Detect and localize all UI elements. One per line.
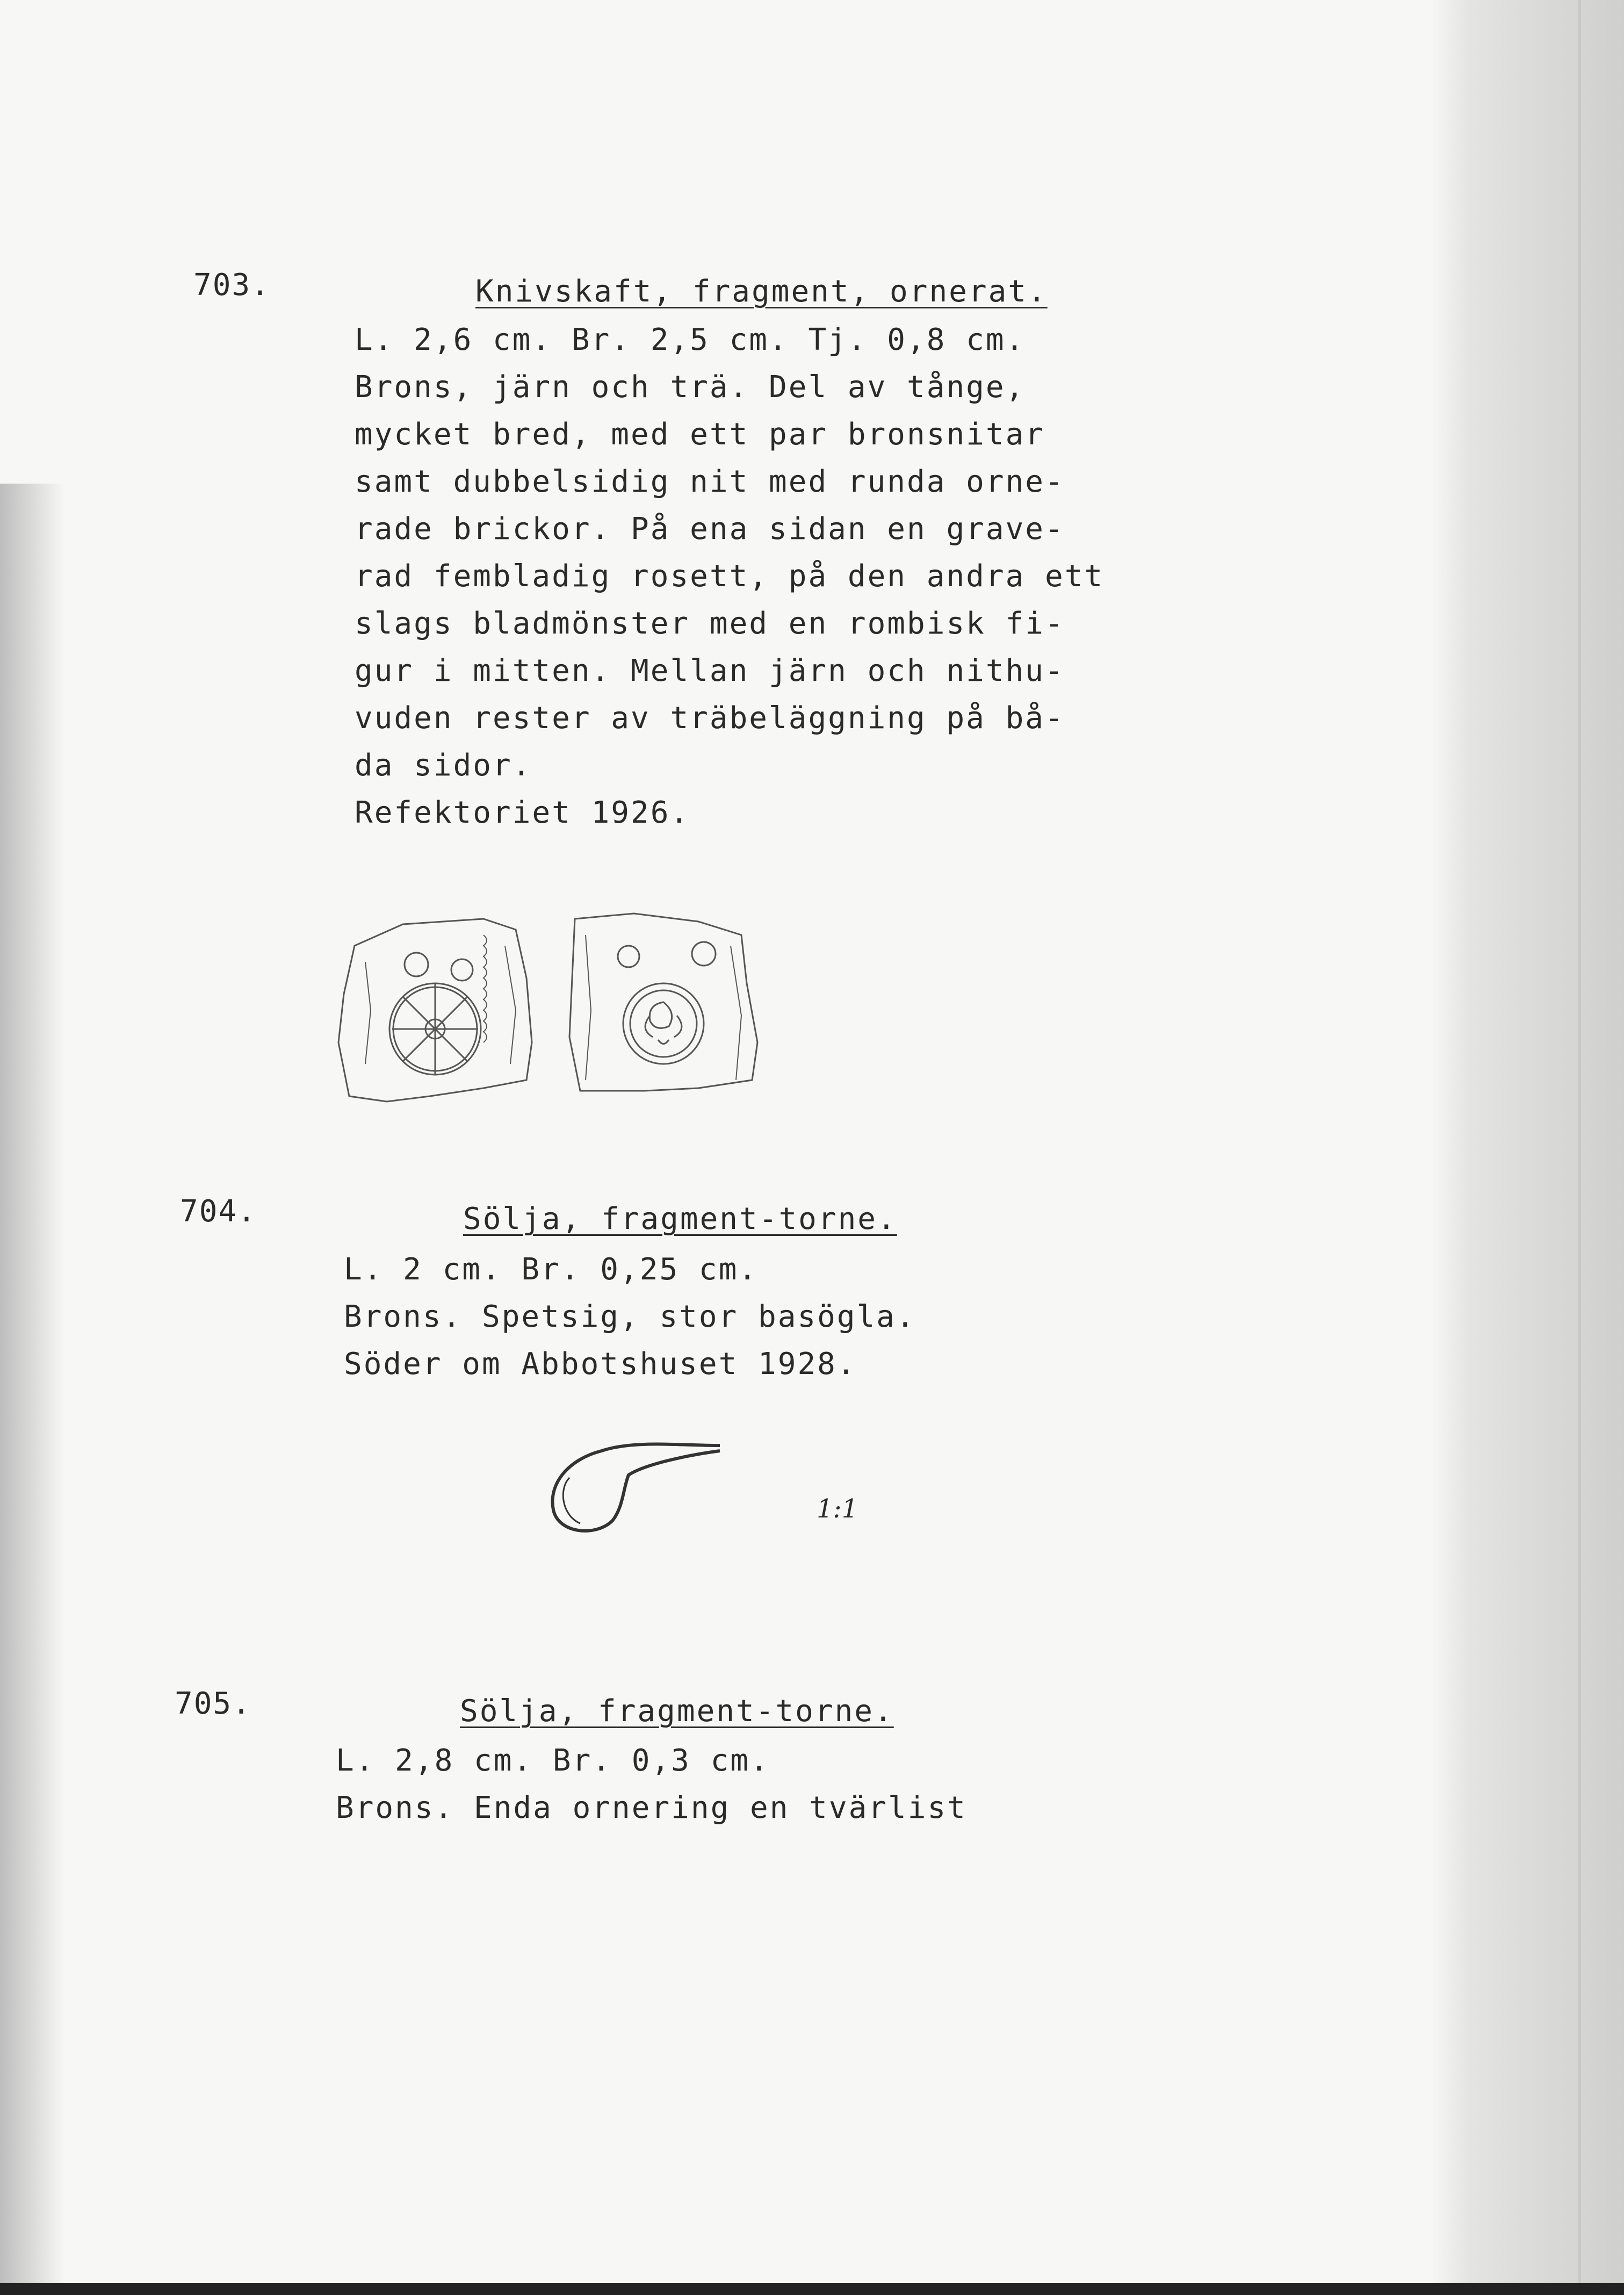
scan-edge-line (1578, 0, 1581, 2295)
entry-line: L. 2 cm. Br. 0,25 cm. (344, 1252, 759, 1287)
knife-handle-sketch (322, 903, 784, 1118)
entry-number: 704. (180, 1194, 257, 1229)
entry-number: 705. (175, 1686, 251, 1721)
scan-bottom-edge (0, 2283, 1624, 2295)
entry-title: Knivskaft, fragment, ornerat. (475, 274, 1048, 309)
entry-line: rad fembladig rosett, på den andra ett (355, 559, 1105, 594)
entry-line: rade brickor. På ena sidan en grave- (355, 512, 1065, 546)
entry-line: Söder om Abbotshuset 1928. (344, 1347, 857, 1382)
entry-line: Brons, järn och trä. Del av tånge, (355, 370, 1026, 405)
entry-line: mycket bred, med ett par bronsnitar (355, 417, 1045, 452)
entry-line: L. 2,8 cm. Br. 0,3 cm. (336, 1743, 770, 1778)
entry-line: gur i mitten. Mellan järn och nithu- (355, 653, 1065, 688)
entry-number: 703. (193, 268, 270, 303)
entry-line: da sidor. (355, 748, 532, 783)
scan-shadow-right (1431, 0, 1624, 2295)
entry-line: samt dubbelsidig nit med runda orne- (355, 464, 1065, 499)
entry-line: slags bladmönster med en rombisk fi- (355, 606, 1065, 641)
entry-line: Brons. Enda ornering en tvärlist (336, 1790, 967, 1825)
entry-line: vuden rester av träbeläggning på bå- (355, 701, 1065, 736)
entry-line: Refektoriet 1926. (355, 795, 690, 830)
scale-note: 1:1 (817, 1494, 858, 1524)
entry-title: Sölja, fragment-torne. (463, 1202, 897, 1236)
scan-shadow-left (0, 484, 64, 2295)
buckle-tongue-sketch (537, 1429, 741, 1548)
entry-line: Brons. Spetsig, stor basögla. (344, 1299, 916, 1334)
entry-line: L. 2,6 cm. Br. 2,5 cm. Tj. 0,8 cm. (355, 322, 1026, 357)
entry-title: Sölja, fragment-torne. (460, 1694, 894, 1729)
